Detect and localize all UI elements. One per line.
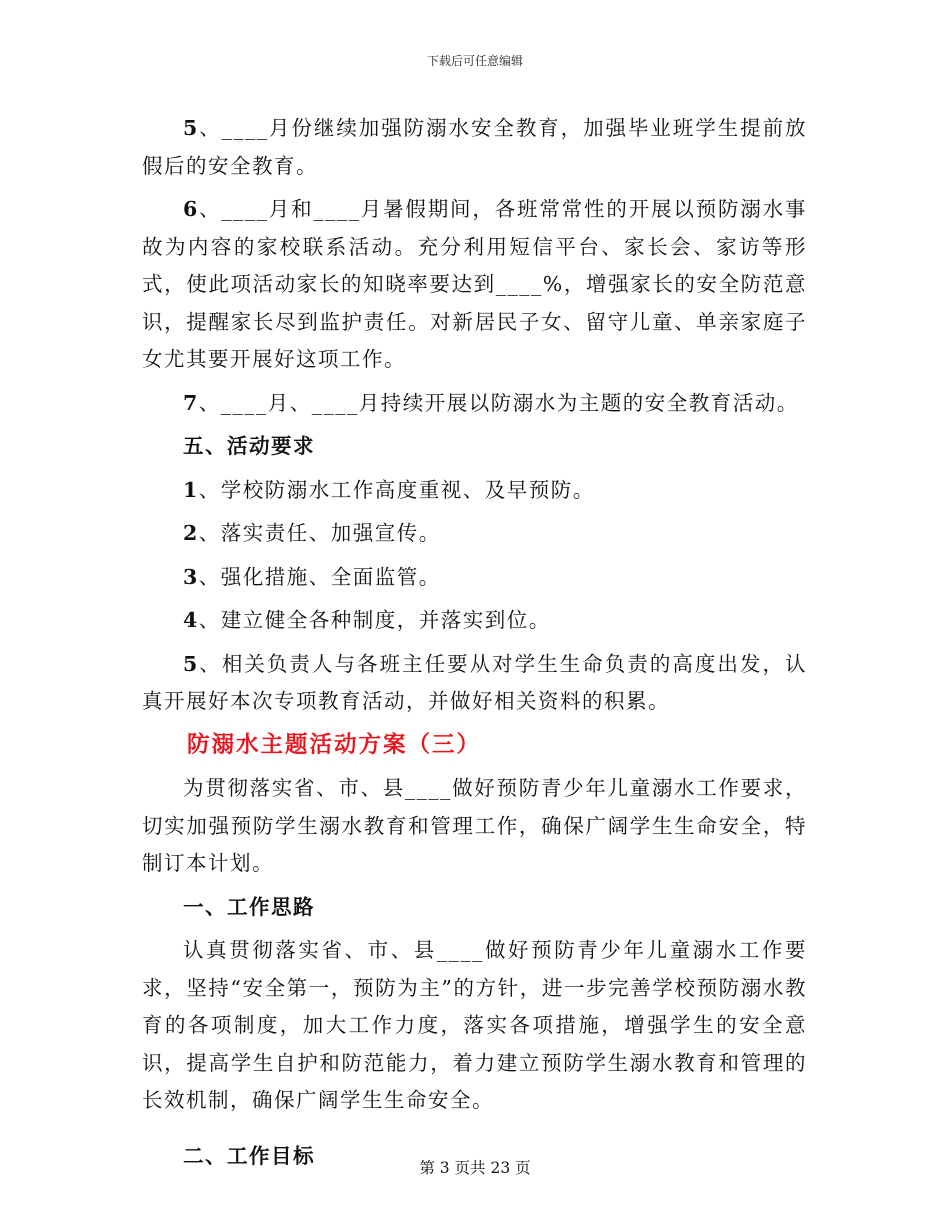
- intro-paragraph: 为贯彻落实省、市、县____做好预防青少年儿童溺水工作要求，切实加强预防学生溺水教育和管理工作，确保广阔学生生命安全，特制订本计划。: [142, 776, 807, 875]
- item-number: 7: [183, 390, 199, 415]
- paragraph-text: 、____月份继续加强防溺水安全教育，加强毕业班学生提前放假后的安全教育。: [142, 116, 807, 178]
- section-heading-work-approach: 一、工作思路: [183, 894, 315, 919]
- list-item-text: 、相关负责人与各班主任要从对学生生命负责的高度出发，认真开展好本次专项教育活动，并做好相关资料的积累。: [142, 651, 807, 713]
- item-number: 2: [183, 521, 199, 545]
- item-number: 5: [183, 651, 199, 676]
- document-body: [142, 110, 807, 1175]
- paragraph-text: 、____月、____月持续开展以防溺水为主题的安全教育活动。: [198, 390, 799, 415]
- list-item: [142, 602, 807, 640]
- section-heading-work-goals: 二、工作目标: [183, 1143, 315, 1168]
- page-header: 下载后可任意编辑: [426, 54, 523, 68]
- item-number: 6: [183, 197, 199, 221]
- list-item: [142, 472, 807, 510]
- list-item: [142, 515, 807, 553]
- section-body-work-approach: 认真贯彻落实省、市、县____做好预防青少年儿童溺水工作要求，坚持“安全第一，预防为主”的方针，进一步完善学校预防溺水教育的各项制度，加大工作力度，落实各项措施，增强学生的安全意识，提高学生自护和防范能力，着力建立预防学生溺水教育和管理的长效机制，确保广阔学生生命安全。: [142, 938, 807, 1112]
- paragraph-item-5: [142, 110, 807, 185]
- list-item: [142, 559, 807, 597]
- list-item: [142, 646, 807, 721]
- list-item-text: 、落实责任、加强宣传。: [198, 521, 441, 545]
- item-number: 1: [183, 477, 199, 502]
- list-item-text: 、学校防溺水工作高度重视、及早预防。: [198, 477, 595, 502]
- paragraph-item-6: [142, 191, 807, 379]
- list-item-text: 、建立健全各种制度，并落实到位。: [198, 608, 551, 632]
- item-number: 4: [183, 608, 199, 632]
- item-number: 5: [183, 116, 199, 140]
- item-number: 3: [183, 564, 199, 589]
- document-title: 防溺水主题活动方案（三）: [187, 731, 482, 758]
- paragraph-text: 、____月和____月暑假期间，各班常常性的开展以预防溺水事故为内容的家校联系活动。充分利用短信平台、家长会、家访等形式，使此项活动家长的知晓率要达到____%，增强家长的安全防范意识，提醒家长尽到监护责任。对新居民子女、留守儿童、单亲家庭子女尤其要开展好这项工作。: [142, 197, 807, 371]
- page-footer: 第 3 页共 23 页: [419, 1159, 531, 1177]
- section-heading-activity-requirements: 五、活动要求: [183, 434, 315, 458]
- paragraph-item-7: [142, 385, 807, 423]
- list-item-text: 、强化措施、全面监管。: [198, 564, 441, 589]
